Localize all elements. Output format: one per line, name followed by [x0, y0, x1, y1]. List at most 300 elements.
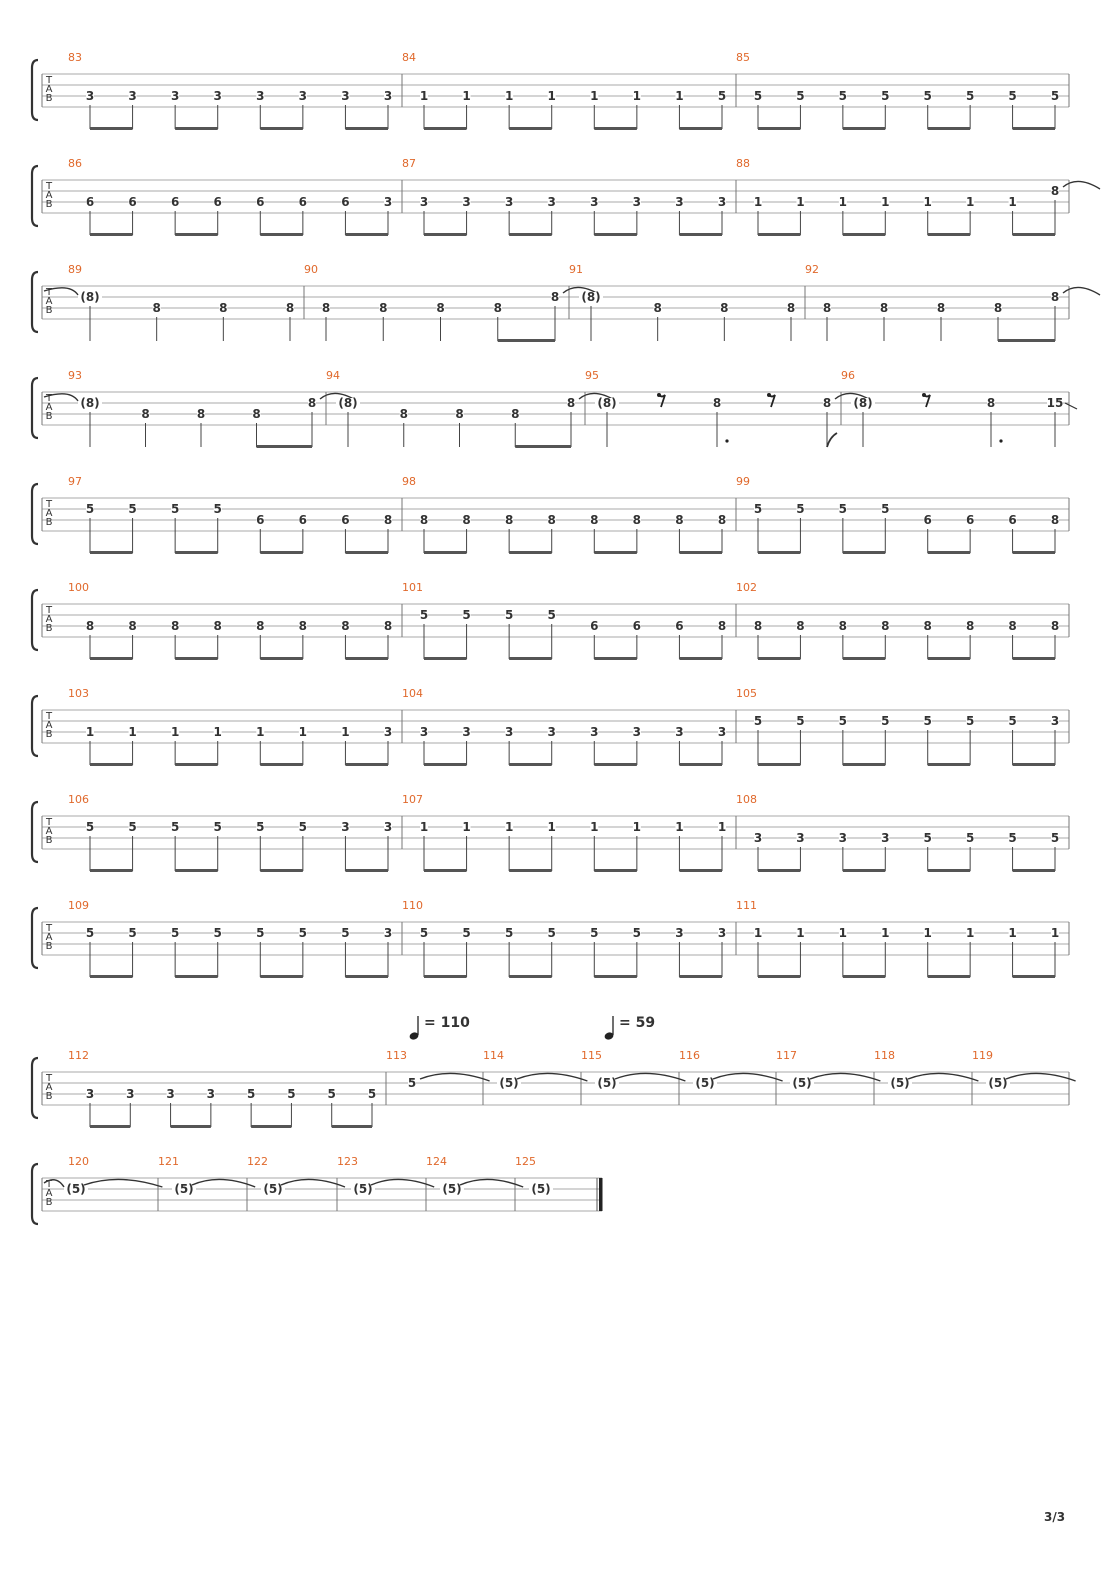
fret-number: 8 [493, 301, 502, 315]
fret-number: 6 [341, 195, 350, 209]
tie-arc [713, 1073, 783, 1081]
beam [758, 233, 800, 236]
beam [1013, 763, 1055, 766]
beam [175, 657, 218, 660]
measure-number: 112 [68, 1049, 89, 1062]
measure-number: 99 [736, 475, 750, 488]
beam [594, 869, 637, 872]
fret-number: 8 [822, 396, 832, 410]
fret-number: 1 [796, 195, 805, 209]
fret-number: 6 [923, 513, 932, 527]
fret-number: (8) [597, 396, 617, 410]
tab-clef-letter: T [45, 1073, 53, 1084]
fret-number: 5 [796, 89, 805, 103]
measure-122 [247, 1155, 345, 1196]
fret-number: 3 [838, 831, 848, 845]
measure-number: 94 [326, 369, 340, 382]
fret-number: 1 [923, 195, 932, 209]
fret-number: 8 [547, 513, 556, 527]
fret-number: 15 [1046, 396, 1064, 410]
fret-number: 5 [753, 714, 763, 728]
beam [424, 657, 467, 660]
tab-clef-letter: B [45, 1197, 53, 1208]
measure-121 [158, 1155, 255, 1196]
measure-number: 119 [972, 1049, 993, 1062]
fret-number: 5 [838, 502, 848, 516]
beam [171, 1125, 211, 1128]
system-bracket [32, 484, 38, 544]
fret-number: 5 [632, 926, 642, 940]
measure-88 [736, 157, 1100, 236]
beam [509, 657, 552, 660]
system-9 [32, 899, 1069, 978]
tab-clef-letter: T [45, 75, 53, 86]
beam [345, 233, 388, 236]
measure-84 [402, 51, 726, 130]
beam [424, 551, 467, 554]
fret-number: 5 [965, 714, 975, 728]
system-bracket [32, 696, 38, 756]
measure-118 [874, 1049, 978, 1090]
measure-number: 107 [402, 793, 423, 806]
fret-number: 3 [796, 831, 805, 845]
fret-number: 5 [1008, 831, 1017, 845]
fret-number: 1 [590, 820, 599, 834]
fret-number: 8 [993, 301, 1003, 315]
fret-number: 8 [511, 407, 520, 421]
fret-number: (5) [442, 1182, 462, 1196]
fret-number: 5 [327, 1087, 336, 1101]
fret-number: 8 [986, 396, 996, 410]
eighth-rest-dot [657, 393, 661, 397]
tie-arc [517, 1073, 587, 1081]
tempo-mark [604, 1015, 656, 1041]
beam [175, 127, 218, 130]
fret-number: 5 [407, 1076, 417, 1090]
measure-110 [402, 899, 726, 978]
tie-arc [810, 1073, 880, 1081]
beam [928, 869, 970, 872]
fret-number: (5) [890, 1076, 910, 1090]
fret-number: 8 [383, 619, 393, 633]
fret-number: 8 [838, 619, 848, 633]
measure-103 [68, 687, 392, 766]
fret-number: 5 [923, 89, 932, 103]
tab-clef-letter: T [45, 393, 53, 404]
tab-clef-letter: B [45, 517, 53, 528]
fret-number: 5 [256, 820, 265, 834]
fret-number: 6 [590, 619, 599, 633]
fret-number: (5) [695, 1076, 715, 1090]
tab-clef-letter: B [45, 411, 53, 422]
fret-number: 5 [1050, 831, 1060, 845]
beam [843, 233, 885, 236]
fret-number: 3 [256, 89, 265, 103]
fret-number: 8 [1008, 619, 1017, 633]
beam [998, 339, 1055, 342]
beam [90, 1125, 130, 1128]
fret-number: 1 [462, 89, 471, 103]
measure-90 [304, 263, 600, 342]
fret-number: 3 [213, 89, 222, 103]
beam [594, 233, 637, 236]
fret-number: (5) [263, 1182, 283, 1196]
eighth-rest [924, 395, 930, 407]
fret-number: 8 [720, 301, 729, 315]
fret-number: 5 [796, 714, 805, 728]
fret-number: (8) [80, 290, 100, 304]
beam [758, 127, 800, 130]
tab-clef-letter: T [45, 287, 53, 298]
fret-number: 5 [923, 831, 932, 845]
beam [843, 551, 885, 554]
beam [175, 233, 218, 236]
measure-104 [402, 687, 726, 766]
beam [260, 763, 303, 766]
fret-number: 8 [219, 301, 228, 315]
tempo-mark [409, 1015, 471, 1041]
eighth-rest-dot [922, 393, 926, 397]
fret-number: 6 [675, 619, 684, 633]
fret-number: 3 [341, 820, 350, 834]
fret-number: 8 [717, 619, 727, 633]
fret-number: 1 [419, 89, 429, 103]
beam [175, 763, 218, 766]
tab-clef-letter: B [45, 835, 53, 846]
system-4 [32, 369, 1077, 448]
fret-number: 8 [256, 619, 265, 633]
measure-98 [402, 475, 726, 554]
tab-clef-letter: B [45, 1091, 53, 1102]
beam [260, 975, 303, 978]
fret-number: (5) [988, 1076, 1008, 1090]
beam [679, 127, 722, 130]
fret-number: 8 [504, 513, 514, 527]
beam [345, 869, 388, 872]
beam [345, 657, 388, 660]
measure-number: 103 [68, 687, 89, 700]
fret-number: 8 [879, 301, 889, 315]
beam [843, 657, 885, 660]
system-bracket [32, 378, 38, 438]
measure-113 [386, 1015, 490, 1090]
fret-number: 5 [1008, 89, 1017, 103]
fret-number: 6 [965, 513, 975, 527]
fret-number: 1 [341, 725, 350, 739]
fret-number: 8 [436, 301, 445, 315]
beam [594, 551, 637, 554]
beam [758, 551, 800, 554]
fret-number: 5 [504, 608, 514, 622]
tab-clef-letter: B [45, 729, 53, 740]
fret-number: 3 [383, 195, 393, 209]
fret-number: 6 [170, 195, 180, 209]
fret-number: 1 [1050, 926, 1060, 940]
measure-111 [736, 899, 1059, 978]
measure-93 [44, 369, 357, 448]
fret-number: 5 [796, 502, 805, 516]
measure-number: 125 [515, 1155, 536, 1168]
beam [90, 975, 133, 978]
beam [257, 445, 313, 448]
measure-116 [679, 1049, 783, 1090]
fret-number: 5 [753, 89, 763, 103]
fret-number: 8 [399, 407, 408, 421]
eighth-rest [659, 395, 665, 407]
fret-number: 8 [936, 301, 946, 315]
fret-number: 8 [1050, 290, 1060, 304]
beam [424, 975, 467, 978]
tie-arc [908, 1073, 978, 1081]
beam [424, 869, 467, 872]
fret-number: 1 [717, 820, 727, 834]
beam [260, 127, 303, 130]
fret-number: 1 [256, 725, 265, 739]
tab-clef-letter: A [45, 932, 53, 943]
fret-number: 8 [341, 619, 350, 633]
measure-86 [68, 157, 392, 236]
measure-92 [805, 263, 1100, 342]
measure-115 [581, 1015, 685, 1090]
measure-number: 89 [68, 263, 82, 276]
fret-number: 1 [838, 195, 848, 209]
beam [509, 975, 552, 978]
fret-number: 3 [462, 725, 471, 739]
beam [345, 551, 388, 554]
fret-number: 1 [547, 820, 556, 834]
fret-number: 3 [675, 926, 684, 940]
tab-clef-letter: B [45, 623, 53, 634]
fret-number: 6 [341, 513, 350, 527]
fret-number: 8 [786, 301, 796, 315]
beam [345, 975, 388, 978]
system-5 [32, 475, 1069, 554]
beam [345, 763, 388, 766]
fret-number: 8 [252, 407, 261, 421]
fret-number: 8 [653, 301, 662, 315]
fret-number: 5 [170, 820, 180, 834]
fret-number: 6 [256, 513, 265, 527]
beam [843, 127, 885, 130]
beam [332, 1125, 372, 1128]
measure-number: 100 [68, 581, 89, 594]
fret-number: 8 [712, 396, 722, 410]
fret-number: 3 [419, 195, 429, 209]
fret-number: 5 [128, 820, 137, 834]
tab-clef-letter: A [45, 826, 53, 837]
tie-arc [1006, 1073, 1076, 1081]
dot [999, 439, 1002, 442]
fret-number: 1 [462, 820, 471, 834]
fret-number: 5 [504, 926, 514, 940]
measure-number: 87 [402, 157, 416, 170]
fret-number: 5 [881, 714, 890, 728]
fret-number: 3 [341, 89, 350, 103]
tab-clef-letter: A [45, 190, 53, 201]
fret-number: 3 [85, 1087, 95, 1101]
fret-number: 6 [256, 195, 265, 209]
beam [509, 763, 552, 766]
measure-number: 106 [68, 793, 89, 806]
fret-number: 6 [213, 195, 222, 209]
fret-number: 3 [383, 926, 393, 940]
measure-number: 116 [679, 1049, 700, 1062]
fret-number: 1 [965, 195, 975, 209]
measure-number: 109 [68, 899, 89, 912]
fret-number: 8 [590, 513, 599, 527]
fret-number: 5 [419, 926, 429, 940]
tie-arc [192, 1179, 255, 1187]
fret-number: 1 [965, 926, 975, 940]
measure-101 [402, 581, 726, 660]
fret-number: 8 [307, 396, 317, 410]
measure-number: 95 [585, 369, 599, 382]
fret-number: 1 [796, 926, 805, 940]
fret-number: 5 [213, 820, 222, 834]
system-bracket [32, 908, 38, 968]
measure-number: 114 [483, 1049, 504, 1062]
beam [260, 869, 303, 872]
system-bracket [32, 1058, 38, 1118]
fret-number: 8 [196, 407, 206, 421]
tab-clef-letter: T [45, 923, 53, 934]
fret-number: 3 [717, 926, 727, 940]
system-11 [32, 1155, 603, 1224]
fret-number: 8 [379, 301, 388, 315]
measure-109 [68, 899, 392, 978]
measure-number: 101 [402, 581, 423, 594]
fret-number: 5 [590, 926, 599, 940]
page-number: 3/3 [1044, 1510, 1066, 1524]
beam [175, 869, 218, 872]
eighth-rest-dot [767, 393, 771, 397]
measure-number: 85 [736, 51, 750, 64]
tie-arc [460, 1179, 523, 1187]
system-bracket [32, 60, 38, 120]
beam [928, 657, 970, 660]
beam [1013, 657, 1055, 660]
fret-number: (8) [581, 290, 601, 304]
fret-number: 3 [717, 195, 727, 209]
beam [928, 127, 970, 130]
tab-clef-letter: A [45, 508, 53, 519]
measure-107 [402, 793, 726, 872]
fret-number: 8 [566, 396, 576, 410]
measure-number: 110 [402, 899, 423, 912]
fret-number: 3 [675, 725, 684, 739]
fret-number: 8 [550, 290, 560, 304]
beam [90, 127, 133, 130]
fret-number: 1 [632, 89, 642, 103]
system-bracket [32, 272, 38, 332]
fret-number: 5 [85, 502, 95, 516]
fret-number: 5 [298, 820, 308, 834]
fret-number: 3 [170, 89, 180, 103]
beam [594, 127, 637, 130]
tie-arc [420, 1073, 490, 1081]
fret-number: 3 [590, 725, 599, 739]
fret-number: (5) [66, 1182, 86, 1196]
fret-number: 1 [170, 725, 180, 739]
fret-number: 1 [298, 725, 308, 739]
fret-number: 3 [881, 831, 890, 845]
beam [1013, 233, 1055, 236]
dot [725, 439, 728, 442]
fret-number: 8 [965, 619, 975, 633]
fret-number: 8 [462, 513, 471, 527]
beam [1013, 127, 1055, 130]
tab-clef-letter: A [45, 402, 53, 413]
fret-number: 1 [923, 926, 932, 940]
tab-clef-letter: A [45, 1082, 53, 1093]
fret-number: 6 [85, 195, 95, 209]
tie-arc [84, 1179, 162, 1187]
measure-number: 90 [304, 263, 318, 276]
fret-number: 3 [590, 195, 599, 209]
system-3 [32, 263, 1100, 342]
fret-number: 1 [590, 89, 599, 103]
beam [345, 127, 388, 130]
fret-number: 1 [547, 89, 556, 103]
fret-number: 5 [170, 502, 180, 516]
beam [509, 551, 552, 554]
tab-clef-letter: A [45, 296, 53, 307]
fret-number: 8 [881, 619, 890, 633]
fret-number: 8 [923, 619, 932, 633]
measure-number: 102 [736, 581, 757, 594]
fret-number: 5 [547, 926, 556, 940]
measure-123 [337, 1155, 434, 1196]
measure-number: 115 [581, 1049, 602, 1062]
beam [1013, 551, 1055, 554]
fret-number: 3 [632, 195, 642, 209]
beam [90, 763, 133, 766]
tempo-value: = 110 [424, 1015, 470, 1031]
beam [1013, 869, 1055, 872]
fret-number: 1 [504, 89, 514, 103]
measure-number: 117 [776, 1049, 797, 1062]
measure-112 [68, 1049, 376, 1128]
fret-number: 8 [753, 619, 763, 633]
fret-number: 5 [246, 1087, 256, 1101]
beam [594, 657, 637, 660]
fret-number: 3 [504, 725, 514, 739]
measure-119 [972, 1049, 1076, 1090]
fret-number: 1 [753, 195, 763, 209]
fret-number: 8 [170, 619, 180, 633]
fret-number: 8 [455, 407, 464, 421]
beam [509, 127, 552, 130]
fret-number: 1 [675, 820, 684, 834]
fret-number: 5 [128, 502, 137, 516]
beam [843, 869, 885, 872]
fret-number: 1 [675, 89, 684, 103]
measure-number: 86 [68, 157, 82, 170]
measure-number: 88 [736, 157, 750, 170]
fret-number: 8 [213, 619, 222, 633]
fret-number: 5 [1050, 89, 1060, 103]
measure-117 [776, 1049, 880, 1090]
measure-number: 122 [247, 1155, 268, 1168]
fret-number: (5) [353, 1182, 373, 1196]
fret-number: (5) [499, 1076, 519, 1090]
measure-95 [585, 369, 872, 447]
tie-arc [371, 1179, 434, 1187]
beam [509, 233, 552, 236]
measure-number: 105 [736, 687, 757, 700]
fret-number: 5 [965, 89, 975, 103]
beam [424, 763, 467, 766]
